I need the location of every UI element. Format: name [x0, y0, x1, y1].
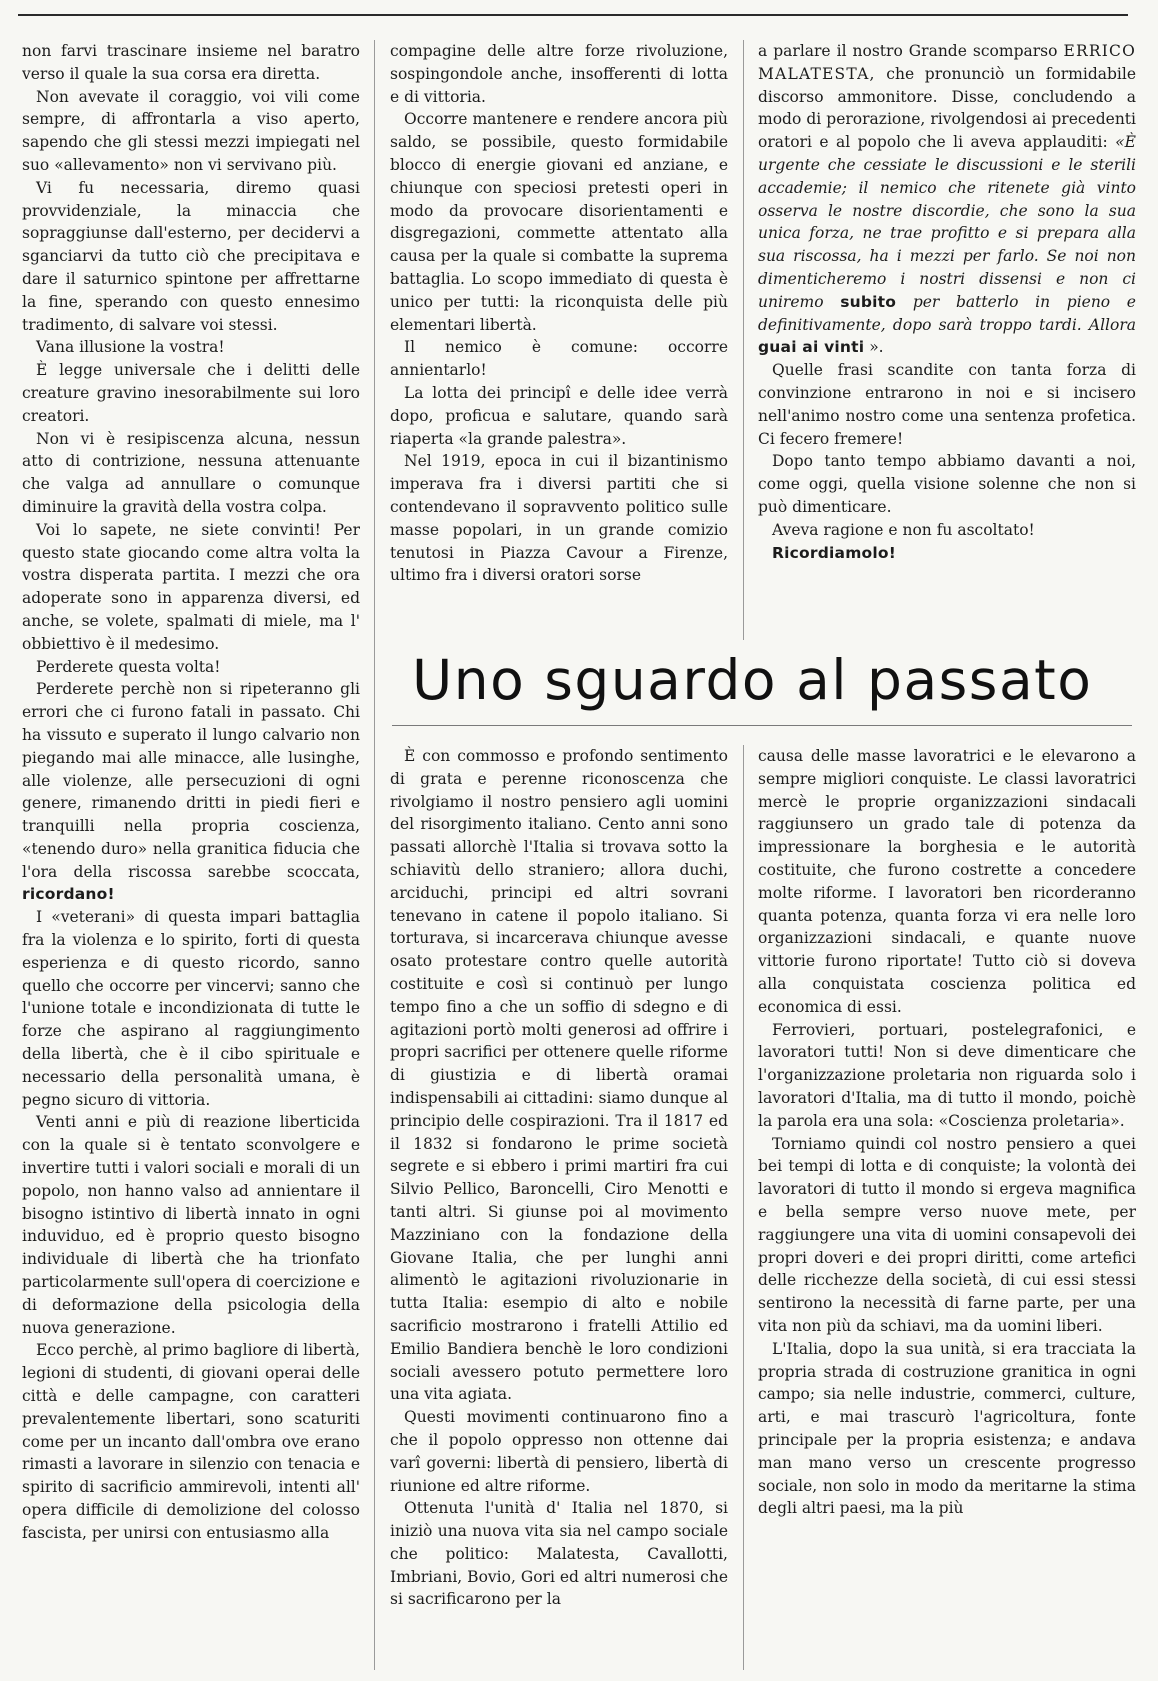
paragraph: Non vi è resipiscenza alcuna, nessun atto di contrizione, nessuna attenuante che valga ad annullare o comunque diminuire la gravità della vostra colpa. [22, 429, 360, 516]
bold-emphasis: ricordano! [22, 885, 115, 904]
person-name: ERRICO MALATESTA, [758, 42, 1136, 83]
paragraph: L'Italia, dopo la sua unità, si era tracciata la propria strada di costruzione granitica in ogni campo; sia nelle industrie, commerci, culture, arti, e mai trascurò l'agricoltura, fonte principale per la propria esistenza; e andava man mano verso un crescente progresso sociale, non solo in modo da meritarne la stima degli altri paesi, ma la più [758, 1339, 1136, 1518]
paragraph: Venti anni e più di reazione liberticida con la quale si è tentato sconvolgere e invertire tutti i valori sociali e morali di un popolo, non hanno valso ad annientare il bisogno istintivo di libertà innato in ogni induviduo, ed è proprio questo bisogno individuale di libertà che ha trionfato particolarmente sull'opera di coercizione e di deformazione della psicologia della nuova generazione. [22, 1113, 360, 1337]
closing-line [758, 542, 1136, 565]
paragraph: Perderete questa volta! [36, 657, 221, 676]
paragraph: Questi movimenti continuarono fino a che il popolo oppresso non ottenne dai varî governi: libertà di pensiero, libertà di riunione ed altre riforme. [390, 1408, 728, 1495]
column-3-top [758, 40, 1136, 644]
paragraph: non farvi trascinare insieme nel baratro verso il quale la sua corsa era diretta. [22, 42, 360, 83]
paragraph: Vi fu necessaria, diremo quasi provvidenziale, la minaccia che sopraggiunse dall'esterno, per decidervi a sganciarvi da tutto ciò che precipitava e dare il saturnico spintone per affrettarne la fine, sperando con questo ennesimo tradimento, di salvare voi stessi. [22, 178, 360, 334]
quote-text: per batterlo in pieno e definitivamente, dopo sarà troppo tardi. Allora [758, 292, 1136, 334]
paragraph [758, 40, 1136, 359]
paragraph: Occorre mantenere e rendere ancora più saldo, se possibile, questo formidabile blocco di energie giovani ed anziane, e chiunque con speciosi pretesti operi in modo da provocare disorientamenti e disgregazioni, commette attentato alla causa per la quale si combatte la suprema battaglia. Lo scopo immediato di questa è unico per tutti: la riconquista delle più elementari libertà. [390, 110, 728, 334]
paragraph: La lotta dei principî e delle idee verrà dopo, proficua e salutare, quando sarà riaperta «la grande palestra». [390, 383, 728, 448]
column-2-bottom [390, 745, 728, 1677]
paragraph: È legge universale che i delitti delle creature gravino inesorabilmente sui loro creatori. [22, 361, 360, 425]
paragraph: I «veterani» di questa impari battaglia fra la violenza e lo spirito, forti di questa esperienza e di questo ricordo, sanno quello che occorre per vincervi; sanno che l'unione totale e incondizionata di tutte le forze che aspirano al raggiungimento della libertà, che è il cibo spirituale e necessario della personalità umana, è pegno sicuro di vittoria. [22, 908, 360, 1109]
paragraph: Aveva ragione e non fu ascoltato! [772, 520, 1035, 539]
column-rule-left [374, 40, 375, 1670]
column-2-top [390, 40, 728, 634]
paragraph: Ecco perchè, al primo bagliore di libertà, legioni di studenti, di giovani operai delle città e delle campagne, con caratteri prevalentemente libertari, sono scaturiti come per un incanto dall'ombra ove erano rimasti a lavorare in silenzio con tenacia e spirito di sacrificio ammirevoli, intenti all' opera difficile di demolizione del colosso fascista, per unirsi con entusiasmo alla [22, 1341, 360, 1542]
paragraph: Non avevate il coraggio, voi vili come sempre, di affrontarla a viso aperto, sapendo che gli stessi mezzi impiegati nel suo «allevamento» non vi servivano più. [22, 87, 360, 174]
top-rule [18, 14, 1128, 16]
paragraph-text: che pronunciò un formidabile discorso ammonitore. Disse, concludendo a modo di perorazione, rivolgendosi ai precedenti oratori e al popolo che li aveva applauditi: [758, 64, 1136, 152]
bold-emphasis: guai ai vinti [758, 338, 865, 357]
paragraph: Il nemico è comune: occorre annientarlo! [390, 338, 728, 380]
column-1 [22, 40, 360, 1676]
paragraph [22, 678, 360, 906]
paragraph: Dopo tanto tempo abbiamo davanti a noi, come oggi, quella visione solenne che non si può dimenticare. [758, 452, 1136, 516]
headline-rule [392, 725, 1132, 726]
paragraph-text: a parlare il nostro Grande scomparso [758, 42, 1058, 60]
paragraph: Torniamo quindi col nostro pensiero a quei bei tempi di lotta e di conquiste; la volontà dei lavoratori di tutto il mondo si ergeva magnifica e bella sempre verso nuove mete, per raggiungere una vita di uomini consapevoli dei propri doveri e dei propri diritti, come artefici delle ricchezze della società, di cui essi stessi sentirono la necessità di farne parte, per una vita non più da schiavi, ma da uomini liberi. [758, 1134, 1136, 1335]
quote-text: «È urgente che cessiate le discussioni e le sterili accademie; il nemico che ritenete già vinto osserva le nostre discordie, che sono la sua unica forza, ne trae profitto e si prepara alla sua riscossa, ha i mezzi per farlo. Se noi non dimenticheremo i nostri dissensi e non ci uniremo [758, 133, 1136, 311]
paragraph: Nel 1919, epoca in cui il bizantinismo imperava fra i diversi partiti che si contendevano il sopravvento politico sulle masse popolari, in un grande comizio tenutosi in Piazza Cavour a Firenze, ultimo fra i diversi oratori sorse [390, 452, 728, 585]
paragraph: causa delle masse lavoratrici e le elevarono a sempre migliori conquiste. Le classi lavoratrici mercè le proprie organizzazioni sindacali raggiunsero un grado tale di potenza da impressionare la borghesia e le autorità costituite, che furono costrette a concedere molte riforme. I lavoratori ben ricorderanno quanta potenza, quanta forza vi era nelle loro organizzazioni sindacali, e quante nuove vittorie furono riportate! Tutto ciò si doveva alla conquistata coscienza politica ed economica di essi. [758, 747, 1136, 1016]
column-3-bottom [758, 745, 1136, 1677]
quote-close: ». [869, 338, 884, 357]
paragraph: compagine delle altre forze rivoluzione, sospingondole anche, insofferenti di lotta e di vittoria. [390, 42, 728, 106]
paragraph: È con commosso e profondo sentimento di grata e perenne riconoscenza che rivolgiamo il nostro pensiero agli uomini del risorgimento italiano. Cento anni sono passati allorchè l'Italia si trovava sotto la schiavitù dello straniero; allora duchi, arciduchi, principi ed altri sovrani tenevano in catene il popolo italiano. Si torturava, si incarcerava chiunque avesse osato protestare contro quelle autorità costituite e così si continuò per lungo tempo fino a che un soffio di sdegno e di agitazioni portò molti generosi ad offrire i propri sacrifici per ottenere quelle riforme di giustizia e di libertà oramai indispensabili ai cittadini: siamo dunque al principio delle cospirazioni. Tra il 1817 ed il 1832 si fondarono le prime società segrete e si ebbero i primi martiri fra cui Silvio Pellico, Baroncelli, Ciro Menotti e tanti altri. Si giunse poi al movimento Mazziniano con la fondazione della Giovane Italia, che per lunghi anni alimentò le agitazioni rivoluzionarie in tutta Italia: esempio di alto e nobile sacrificio mostrarono i fratelli Attilio ed Emilio Bandiera benchè le loro condizioni sociali avessero potuto permettere loro una vita agiata. [390, 747, 728, 1404]
paragraph: Vana illusione la vostra! [36, 338, 225, 357]
paragraph: Ottenuta l'unità d' Italia nel 1870, si iniziò una nuova vita sia nel campo sociale che politico: Malatesta, Cavallotti, Imbriani, Bovio, Gori ed altri numerosi che si sacrificarono per la [390, 1499, 728, 1609]
paragraph: Quelle frasi scandite con tanta forza di convinzione entrarono in noi e si incisero nell'animo nostro come una sentenza profetica. Ci fecero fremere! [758, 361, 1136, 448]
paragraph-text: Perderete perchè non si ripeteranno gli errori che ci furono fatali in passato. Chi ha vissuto e superato il lungo calvario non piegando mai alle minacce, alle lusinghe, alle violenze, alle persecuzioni di ogni genere, rimanendo dritti in piedi fieri e tranquilli nella propria coscienza, «tenendo duro» nella granitica fiducia che l'ora della riscossa sarebbe scoccata, [22, 680, 360, 881]
column-rule-right-lower [743, 745, 744, 1670]
bold-emphasis: subito [840, 292, 897, 311]
paragraph: Ferrovieri, portuari, postelegrafonici, e lavoratori tutti! Non si deve dimenticare che l'organizzazione proletaria non riguarda solo i lavoratori d'Italia, ma di tutto il mondo, poichè la parola era una sola: «Coscienza proletaria». [758, 1020, 1136, 1130]
bold-emphasis: Ricordiamolo! [772, 543, 897, 562]
paragraph: Voi lo sapete, ne siete convinti! Per questo state giocando come altra volta la vostra disperata partita. I mezzi che ora adoperate sono in apparenza diversi, ed anche, se volete, spalmati di miele, ma l' obbiettivo è il medesimo. [22, 520, 360, 653]
column-rule-right [743, 40, 744, 640]
article-headline: Uno sguardo al passato [412, 648, 1093, 712]
